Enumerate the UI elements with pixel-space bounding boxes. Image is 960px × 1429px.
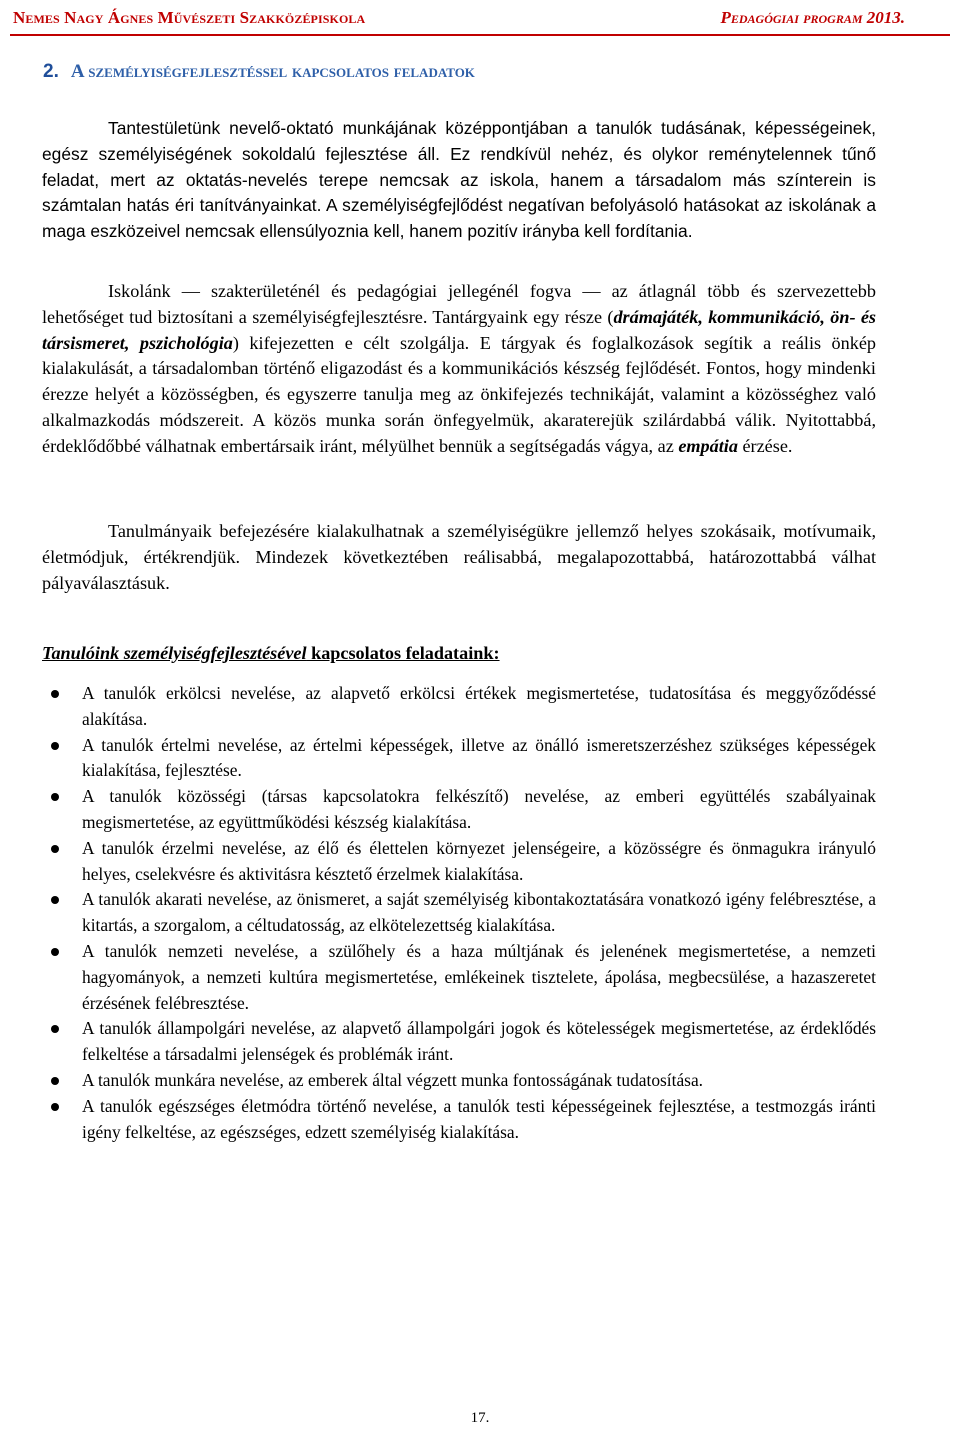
list-item-text: A tanulók erkölcsi nevelése, az alapvető erkölcsi értékek megismertetése, tudatosítása és meggyőződéssé alakítása. — [82, 683, 876, 729]
paragraph-text: Iskolánk ― szakterületénél és pedagógiai jellegénél fogva ― az átlagnál több és szervezettebb lehetőséget tud biztosítani a személyiségfejlesztésre. Tantárgyaink egy része ( — [42, 281, 876, 327]
bullet-icon — [51, 1103, 59, 1111]
list-item — [82, 784, 876, 836]
bullet-icon — [51, 948, 59, 956]
list-item-text: A tanulók értelmi nevelése, az értelmi képességek, illetve az önálló ismeretszerzéshez szükséges képességek kialakítása, fejlesztése. — [82, 734, 876, 781]
section-number: 2. — [43, 61, 59, 82]
list-item-text: A tanulók akarati nevelése, az önismeret, a saját személyiség kibontakoztatására vonatkozó igény felébresztése, a kitartás, a szorgalom, a céltudatosság, az elkötelezettség kialakítása. — [82, 889, 876, 936]
list-item — [82, 1068, 876, 1094]
list-item — [82, 681, 876, 733]
bullet-icon — [51, 690, 59, 698]
list-item-text: A tanulók állampolgári nevelése, az alapvető állampolgári jogok és kötelességek megismertetése, az érdeklődés felkeltése a társadalmi jelenségek és problémák iránt. — [82, 1018, 876, 1065]
page-header — [0, 0, 960, 40]
tasks-subheading — [42, 643, 500, 664]
page-number: 17. — [470, 1410, 490, 1426]
school-name: Nemes Nagy Ágnes Művészeti Szakközépiskola — [13, 8, 366, 27]
bullet-icon — [51, 896, 59, 904]
subject-list: drámajáték, kommunikáció, ön- és társismeret, pszichológia — [42, 306, 876, 353]
header-divider — [10, 34, 950, 36]
subheading-rest: kapcsolatos feladataink: — [306, 643, 500, 663]
bullet-icon — [51, 1025, 59, 1033]
tasks-list — [82, 681, 876, 1145]
paragraph-school-role — [42, 279, 876, 460]
bullet-icon — [51, 793, 59, 801]
paragraph-outcome: Tanulmányaik befejezésére kialakulhatnak a személyiségükre jellemző helyes szokásaik, motívumaik, életmódjuk, értékrendjük. Mindezek következtében reálisabbá, megalapozottabbá, határozottabbá válhat pályaválasztásuk. — [42, 521, 876, 593]
list-item — [82, 1094, 876, 1146]
list-item-text: A tanulók nemzeti nevelése, a szülőhely és a haza múltjának és jelenének megismertetése, a nemzeti hagyományok, a nemzeti kultúra megismertetése, emlékeinek tisztelete, ápolása, megbecsülése, a hazaszeretet érzésének felébresztése. — [82, 940, 876, 1013]
list-item-text: A tanulók munkára nevelése, az emberek által végzett munka fontosságának tudatosítása. — [82, 1069, 704, 1090]
paragraph-intro: Tantestületünk nevelő-oktató munkájának középpontjában a tanulók tudásának, képességeinek, egész személyiségének sokoldalú fejlesztése áll. Ez rendkívül nehéz, és olykor reménytelennek tűnő feladat, mert az oktatás-nevelés terepe nemcsak az iskola, hanem a társadalom más színterein is számtalan hatás éri tanítványainkat. A személyiségfejlődést negatívan befolyásoló hatásokat az iskolának a maga eszközeivel nemcsak ellensúlyoznia kell, hanem pozitív irányba kell fordítania. — [42, 118, 876, 242]
list-item — [82, 733, 876, 785]
list-item — [82, 836, 876, 888]
paragraph-text: ) kifejezetten e célt szolgálja. E tárgyak és foglalkozások segítik a reális önkép kialakulását, a társadalomban történő eligazodást és a kommunikációs készség fejlődését. Fontos, hogy mindenki érezze helyét a közösségben, és egyszerre tanulja meg az önkifejezés technikáját, valamint a közösséghez való alkalmazkodás módszereit. A közös munka során önfegyelmük, akaraterejük szilárdabbá válik. Nyitottabbá, érdeklődőbbé válhatnak embertársaik iránt, mélyülhet bennük a segítségadás vágya, az — [42, 332, 877, 456]
list-item-text: A tanulók közösségi (társas kapcsolatokra felkészítő) nevelése, az emberi együttélés szabályainak megismertetése, az együttműködési készség kialakítása. — [82, 786, 876, 832]
section-title: A személyiségfejlesztéssel kapcsolatos feladatok — [70, 61, 475, 82]
subheading-italic: Tanulóink személyiségfejlesztésével — [42, 643, 307, 663]
list-item-text: A tanulók egészséges életmódra történő nevelése, a tanulók testi képességeinek fejlesztése, a testmozgás iránti igény felkeltése, az egészséges, edzett személyiség kialakítása. — [82, 1095, 876, 1142]
bullet-icon — [51, 845, 59, 853]
list-item-text: A tanulók érzelmi nevelése, az élő és élettelen környezet jelenségeire, a közösségre és önmagukra irányuló helyes, cselekvésre és aktivitásra késztető érzelmek kialakítása. — [82, 837, 876, 884]
list-item — [82, 939, 876, 1016]
bullet-icon — [51, 742, 59, 750]
bullet-icon — [51, 1077, 59, 1085]
paragraph-text: érzése. — [737, 435, 793, 456]
list-item — [82, 887, 876, 939]
empathy-term: empátia — [678, 435, 738, 456]
document-title: Pedagógiai program 2013. — [720, 8, 905, 27]
list-item — [82, 1016, 876, 1068]
section-heading — [43, 61, 475, 83]
